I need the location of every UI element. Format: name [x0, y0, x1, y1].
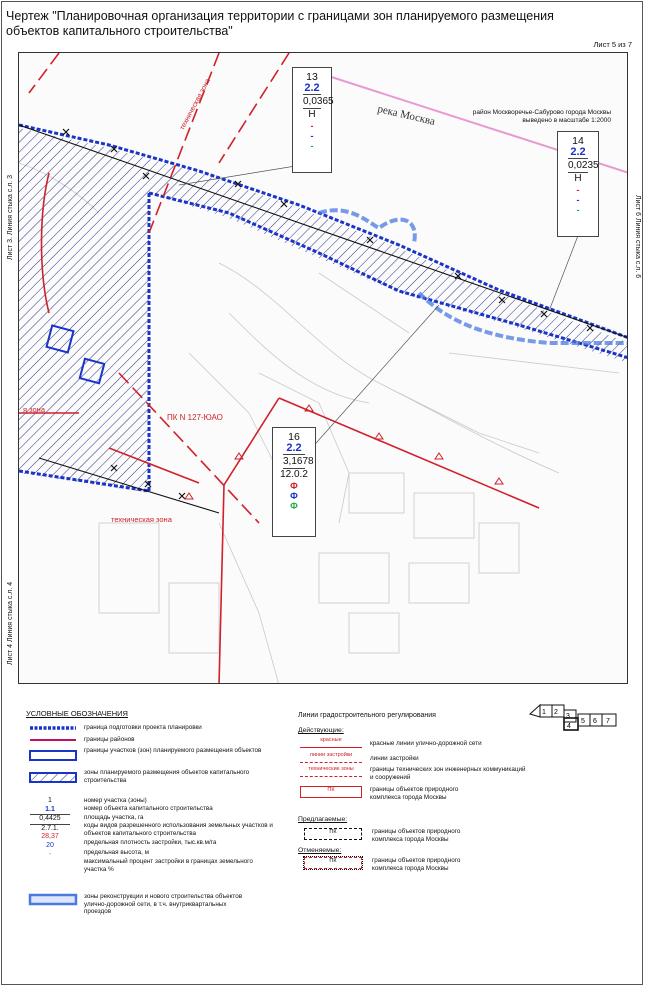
sample-percent: - [48, 850, 52, 858]
sheet-7: 7 [606, 718, 610, 725]
sample-area: 0,4425 [30, 815, 70, 825]
legend-item-parcel-boundary: границы участков (зон) планируемого размещения объектов [84, 747, 262, 754]
existing-heading: Действующие: [298, 727, 344, 734]
callout-percent: - [576, 205, 580, 215]
callout-density: - [310, 121, 314, 131]
reg-text-tech: границы технических зон инженерных коммуникаций и сооружений [370, 766, 526, 781]
callout-density: - [576, 185, 580, 195]
sheet-4: 4 [567, 723, 571, 730]
callout-code: 2.2 [568, 147, 588, 159]
callout-code: 2.2 [283, 443, 305, 455]
sample-density: 28,37 [41, 833, 59, 841]
legend-item-planning-boundary: граница подготовки проекта планировки [84, 724, 202, 731]
sample-code: 1.1 [30, 806, 70, 816]
sheet-2: 2 [554, 709, 558, 716]
callout-16[interactable] [272, 427, 316, 537]
legend-item-density: предельная плотность застройки, тыс.кв.м/га [84, 839, 217, 846]
sample-num: 1 [48, 797, 52, 804]
scale-note: выведено в масштабе 1:2000 [522, 117, 611, 124]
legend-item-placement-zone: зоны планируемого размещения объектов капитального строительства [84, 769, 250, 784]
sheet-6: 6 [593, 718, 597, 725]
legend-item-height: предельная высота, м [84, 849, 149, 856]
callout-num: 14 [572, 135, 584, 147]
reg-sym-red: красные [300, 737, 362, 748]
callout-height: Ф [290, 491, 298, 501]
river-label: река Москва [376, 103, 437, 128]
legend-sample [30, 797, 70, 859]
callout-num: 16 [288, 431, 300, 443]
callout-height: - [576, 195, 580, 205]
legend-item-zone-number: номер участка (зоны) [84, 797, 147, 804]
side-label-left-top: Лист 3. Линия стыка с.л. 3 [7, 174, 14, 260]
tech-zone-label-bottom: техническая зона [111, 515, 172, 524]
reg-text-pk-cancelled: границы объектов природного комплекса города Москвы [372, 857, 461, 872]
callout-use: 12.0.2 [280, 469, 308, 480]
reg-text-building: линии застройки [370, 755, 419, 762]
cancelled-heading: Отменяемые: [298, 847, 342, 854]
callout-13[interactable] [292, 67, 332, 173]
reg-text-red: красные линии улично-дорожной сети [370, 740, 482, 747]
legend-item-road-zones: зоны реконструкции и нового строительства объектов улично-дорожной сети, в т.ч. внутриквартальных проездов [84, 893, 243, 915]
district-name: район Москворечье-Сабурово города Москвы [472, 109, 611, 116]
callout-percent: Ф [290, 501, 298, 511]
zone-label-left: я зона [23, 405, 45, 414]
reg-sym-tech: технические зоны [300, 766, 362, 777]
callout-use: Н [308, 109, 316, 120]
sample-height: 20 [46, 841, 54, 849]
map-area[interactable] [18, 52, 628, 684]
legend-item-area: площадь участка, га [84, 814, 144, 821]
reg-text-pk-existing: границы объектов природного комплекса города Москвы [370, 786, 459, 801]
callout-area: 0,0235 [568, 160, 599, 171]
reg-text-pk-proposed: границы объектов природного комплекса города Москвы [372, 828, 461, 843]
sheet-5: 5 [581, 718, 585, 725]
legend-item-percent: максимальный процент застройки в границах земельного участка % [84, 858, 253, 873]
sheet-number: Лист 5 из 7 [593, 40, 632, 49]
sheet-3: 3 [566, 713, 570, 720]
reg-sym-building: линии застройки [300, 752, 362, 763]
sheet-index-scheme [526, 702, 626, 732]
legend-item-use-codes: коды видов разрешенного использования земельных участков и объектов капитального строительства [84, 822, 273, 837]
reg-sym-pk-cancelled: ПК [304, 857, 362, 869]
callout-14[interactable] [557, 131, 599, 237]
callout-num: 13 [306, 71, 318, 83]
callout-density: Ф [290, 481, 298, 491]
reg-sym-pk-proposed: ПК [304, 828, 362, 840]
side-label-right: Лист 6 Линия стыка с.л. 6 [634, 195, 641, 279]
legend-item-district-boundary: границы районов [84, 736, 135, 743]
proposed-heading: Предлагаемые: [298, 816, 348, 823]
legend-item-object-number: номер объекта капитального строительства [84, 805, 213, 812]
callout-area: 3,1678 [283, 456, 314, 467]
district-note [473, 109, 611, 125]
drawing-title: Чертеж "Планировочная организация территории с границами зон планируемого размещения объектов капитального строительства" [6, 9, 554, 38]
sample-use: 2.7.1. [41, 824, 59, 832]
callout-code: 2.2 [304, 82, 320, 94]
callout-use: Н [574, 173, 582, 184]
callout-height: - [310, 131, 314, 141]
reg-sym-pk-existing: ПК [300, 786, 362, 798]
callout-area: 0,0365 [303, 96, 334, 107]
legend-title: УСЛОВНЫЕ ОБОЗНАЧЕНИЯ [26, 709, 128, 718]
sheet-1: 1 [542, 709, 546, 716]
side-label-left-bottom: Лист 4 Линия стыка с.л. 4 [7, 581, 14, 665]
tech-zone-label-top: техническая зона [179, 77, 212, 132]
callout-percent: - [310, 141, 314, 151]
pk-label: ПК N 127-ЮАО [167, 413, 223, 422]
regulation-title: Линии градостроительного регулирования [298, 712, 436, 719]
